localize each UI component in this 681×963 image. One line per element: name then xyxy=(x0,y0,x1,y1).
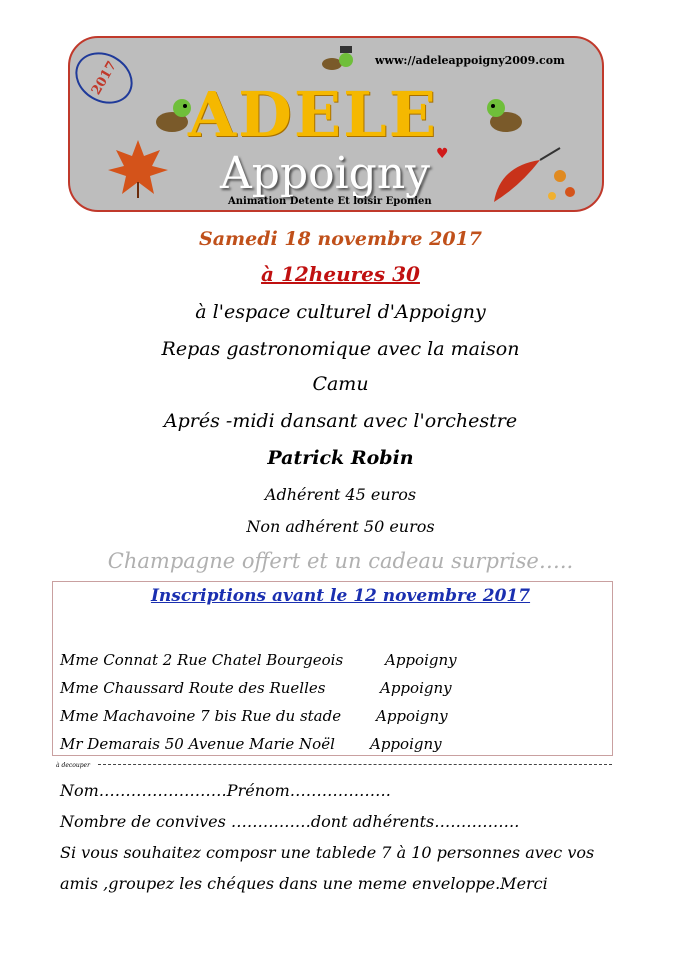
form-cheque-note: amis ,groupez les chéques dans une meme enveloppe.Merci xyxy=(60,874,548,893)
turtle-with-hat-icon xyxy=(318,44,358,74)
contact-city: Appoigny xyxy=(385,651,457,669)
header-banner xyxy=(68,36,604,212)
event-place: à l'espace culturel d'Appoigny xyxy=(195,301,486,323)
website-url[interactable]: www://adeleappoigny2009.com xyxy=(375,54,565,67)
cut-label: à decouper xyxy=(56,762,90,769)
form-guests-line[interactable]: Nombre de convives ……………dont adhérents……………. xyxy=(60,812,520,831)
price-member: Adhérent 45 euros xyxy=(264,485,417,504)
turtle-icon xyxy=(482,96,526,134)
meal-line-2: Camu xyxy=(312,373,369,395)
contact-name: Mme Connat 2 Rue Chatel Bourgeois xyxy=(60,651,344,669)
form-table-note: Si vous souhaitez composr une tablede 7 à 10 personnes avec vos xyxy=(60,843,595,862)
registration-heading: Inscriptions avant le 12 novembre 2017 xyxy=(150,586,531,606)
contact-city: Appoigny xyxy=(376,707,448,725)
autumn-umbrella-icon xyxy=(490,146,580,210)
contact-name: Mme Machavoine 7 bis Rue du stade xyxy=(60,707,342,725)
maple-leaf-icon xyxy=(106,138,170,198)
champagne-note: Champagne offert et un cadeau surprise….. xyxy=(107,549,574,573)
meal-line-1: Repas gastronomique avec la maison xyxy=(161,338,520,360)
form-name-line[interactable]: Nom……………………Prénom………………. xyxy=(60,781,391,800)
contact-name: Mme Chaussard Route des Ruelles xyxy=(60,679,326,697)
contact-name: Mr Demarais 50 Avenue Marie Noël xyxy=(60,735,335,753)
dance-line-2: Patrick Robin xyxy=(267,447,414,469)
event-time: à 12heures 30 xyxy=(261,262,420,286)
main-title: ADELE xyxy=(188,78,438,151)
event-date: Samedi 18 novembre 2017 xyxy=(199,228,482,250)
subtitle: Appoigny xyxy=(220,148,431,199)
contact-city: Appoigny xyxy=(380,679,452,697)
year-stamp: 2017 xyxy=(66,42,142,114)
heart-icon: ♥ xyxy=(436,146,449,162)
dance-line-1: Aprés -midi dansant avec l'orchestre xyxy=(163,410,518,432)
cut-line xyxy=(98,764,612,765)
tagline: Animation Detente Et loisir Eponien xyxy=(228,196,432,207)
contact-city: Appoigny xyxy=(370,735,442,753)
price-nonmember: Non adhérent 50 euros xyxy=(246,517,435,536)
